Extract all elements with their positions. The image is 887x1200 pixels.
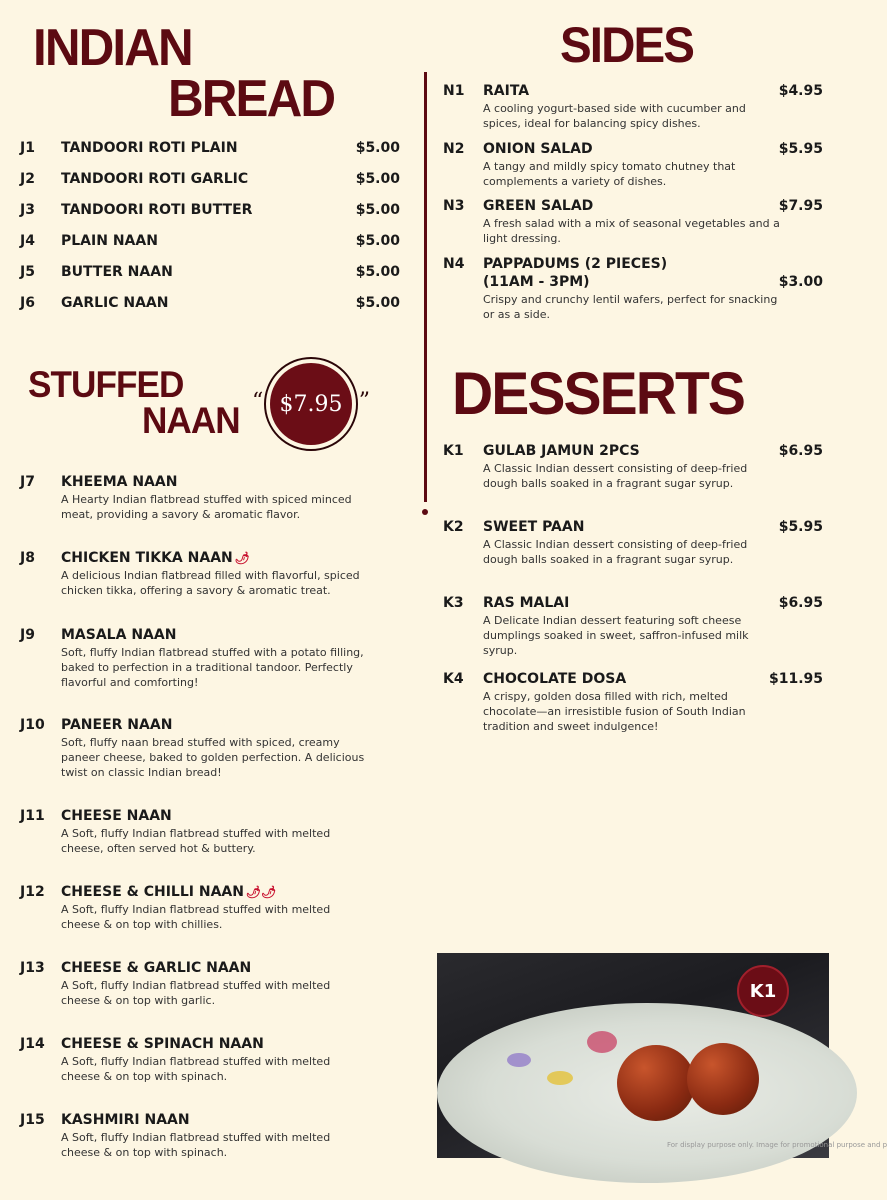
heading-sides: SIDES [560,17,694,73]
item-price: $4.95 [778,83,823,99]
item-desc-line: A cooling yogurt-based side with cucumber and [483,102,746,115]
item-desc-line: chocolate—an irresistible fusion of South Indian [483,705,746,718]
item-code: J1 [20,140,35,156]
item-code: J6 [20,295,35,311]
item-desc-line: tradition and sweet indulgence! [483,720,659,733]
item-code: N4 [443,256,465,272]
item-name: TANDOORI ROTI BUTTER [61,202,253,218]
item-desc-line: cheese, often served hot & buttery. [61,842,256,855]
item-desc-line: meat, providing a savory & aromatic flavor. [61,508,301,521]
chili-pepper-icon: 🌶🌶 [245,885,277,899]
item-code: J5 [20,264,35,280]
heading-naan: NAAN [142,400,240,441]
item-desc-line: Crispy and crunchy lentil wafers, perfect for snacking [483,293,778,306]
item-code: N1 [443,83,465,99]
item-name: GREEN SALAD [483,198,594,214]
item-price: $7.95 [778,198,823,214]
stuffed-naan-price: $7.95 [270,363,352,445]
quote-right-icon: ” [358,389,370,414]
quote-left-icon: “ [252,389,264,414]
gulab-jamun-ball [617,1045,695,1121]
item-code: K1 [443,443,464,459]
item-price: $5.00 [355,171,400,187]
item-desc-line: A Delicate Indian dessert featuring soft cheese [483,614,742,627]
item-code: J11 [20,808,45,824]
item-name: RAITA [483,83,530,99]
item-name: CHICKEN TIKKA NAAN [61,550,233,566]
item-code: J14 [20,1036,45,1052]
item-name: ONION SALAD [483,141,593,157]
gulab-jamun-ball [687,1043,759,1115]
flower-decoration [507,1053,531,1067]
item-name: KHEEMA NAAN [61,474,178,490]
heading-stuffed: STUFFED [28,364,184,405]
item-code: K2 [443,519,464,535]
item-desc-line: A Soft, fluffy Indian flatbread stuffed with melted [61,827,331,840]
item-price: $5.95 [778,141,823,157]
item-desc-line: A Soft, fluffy Indian flatbread stuffed with melted [61,979,331,992]
item-name: TANDOORI ROTI GARLIC [61,171,249,187]
item-name-hours: (11AM - 3PM) [483,274,590,290]
item-price: $5.00 [355,202,400,218]
flower-decoration [547,1071,573,1085]
item-name: CHEESE & CHILLI NAAN [61,884,244,900]
column-divider-dot [422,509,428,515]
item-desc-line: syrup. [483,644,518,657]
item-desc-line: spices, ideal for balancing spicy dishes. [483,117,701,130]
item-desc-line: chicken tikka, offering a savory & aromatic treat. [61,584,331,597]
item-desc-line: A Soft, fluffy Indian flatbread stuffed with melted [61,903,331,916]
item-price: $5.00 [355,295,400,311]
heading-bread: BREAD [168,70,335,128]
heading-indian: INDIAN [33,19,192,77]
item-desc-line: dough balls soaked in a fragrant sugar syrup. [483,477,734,490]
item-price: $5.00 [355,140,400,156]
item-price: $6.95 [778,595,823,611]
item-code: J3 [20,202,35,218]
photo-code-badge: K1 [737,965,789,1017]
item-name: RAS MALAI [483,595,570,611]
item-name: CHEESE NAAN [61,808,172,824]
item-name: PANEER NAAN [61,717,173,733]
item-name: GULAB JAMUN 2PCS [483,443,640,459]
item-price: $3.00 [778,274,823,290]
item-name: PLAIN NAAN [61,233,158,249]
item-code: N3 [443,198,465,214]
item-code: J2 [20,171,35,187]
item-name-wrap [61,550,250,566]
item-desc-line: Soft, fluffy naan bread stuffed with spiced, creamy [61,736,340,749]
item-desc-line: cheese & on top with spinach. [61,1070,228,1083]
item-code: K4 [443,671,464,687]
item-code: J13 [20,960,45,976]
item-desc-line: complements a variety of dishes. [483,175,667,188]
chili-pepper-icon: 🌶 [234,551,250,565]
item-name: MASALA NAAN [61,627,177,643]
item-desc-line: flavorful and comforting! [61,676,199,689]
item-code: N2 [443,141,465,157]
gulab-jamun-photo [437,953,887,1158]
item-desc-line: Soft, fluffy Indian flatbread stuffed with a potato filling, [61,646,364,659]
item-desc-line: A Soft, fluffy Indian flatbread stuffed with melted [61,1131,331,1144]
item-desc-line: cheese & on top with chillies. [61,918,223,931]
item-desc-line: A Classic Indian dessert consisting of deep-fried [483,538,748,551]
item-name: CHEESE & GARLIC NAAN [61,960,252,976]
item-name: TANDOORI ROTI PLAIN [61,140,238,156]
item-desc-line: cheese & on top with spinach. [61,1146,228,1159]
flower-decoration [587,1031,617,1053]
item-name: PAPPADUMS (2 PIECES) [483,256,668,272]
item-name: CHEESE & SPINACH NAAN [61,1036,264,1052]
item-name: GARLIC NAAN [61,295,169,311]
item-price: $6.95 [778,443,823,459]
item-desc-line: cheese & on top with garlic. [61,994,216,1007]
item-desc-line: dumplings soaked in sweet, saffron-infused milk [483,629,749,642]
item-desc-line: A Hearty Indian flatbread stuffed with spiced minced [61,493,352,506]
item-desc-line: A delicious Indian flatbread filled with flavorful, spiced [61,569,360,582]
item-code: J15 [20,1112,45,1128]
item-desc-line: light dressing. [483,232,561,245]
item-desc-line: or as a side. [483,308,550,321]
item-desc-line: baked to perfection in a traditional tandoor. Perfectly [61,661,353,674]
item-code: J10 [20,717,45,733]
item-name: KASHMIRI NAAN [61,1112,190,1128]
item-price: $5.00 [355,233,400,249]
item-code: J12 [20,884,45,900]
item-desc-line: A Soft, fluffy Indian flatbread stuffed with melted [61,1055,331,1068]
item-code: J4 [20,233,35,249]
stuffed-naan-price-badge [252,357,370,451]
item-name: CHOCOLATE DOSA [483,671,627,687]
item-price: $11.95 [768,671,823,687]
item-price: $5.00 [355,264,400,280]
item-code: J7 [20,474,35,490]
photo-caption: For display purpose only. Image for promotional purpose and p [667,1141,887,1149]
item-desc-line: A Classic Indian dessert consisting of deep-fried [483,462,748,475]
item-desc-line: A crispy, golden dosa filled with rich, melted [483,690,728,703]
column-divider [424,72,427,502]
item-name-wrap [61,884,276,900]
item-desc-line: twist on classic Indian bread! [61,766,222,779]
item-desc-line: paneer cheese, baked to golden perfection. A delicious [61,751,365,764]
item-code: J8 [20,550,35,566]
item-name: BUTTER NAAN [61,264,173,280]
item-desc-line: A fresh salad with a mix of seasonal vegetables and a [483,217,780,230]
item-name: SWEET PAAN [483,519,585,535]
item-desc-line: A tangy and mildly spicy tomato chutney that [483,160,736,173]
heading-desserts: DESSERTS [452,360,745,427]
item-desc-line: dough balls soaked in a fragrant sugar syrup. [483,553,734,566]
item-price: $5.95 [778,519,823,535]
item-code: J9 [20,627,35,643]
item-code: K3 [443,595,464,611]
